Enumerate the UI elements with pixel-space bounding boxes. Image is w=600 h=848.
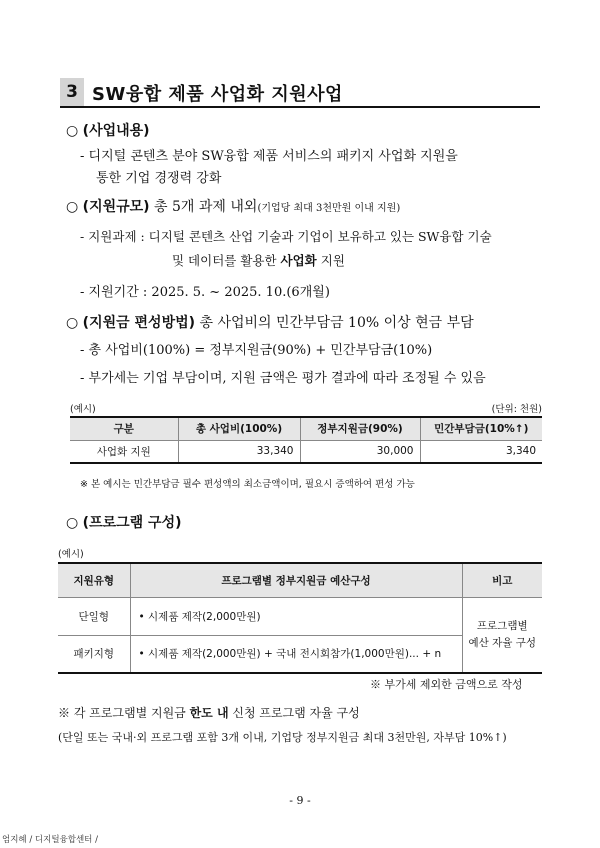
program-table (58, 562, 542, 674)
table-header-row (58, 563, 542, 597)
dash-marker: - (80, 371, 85, 386)
table-header-cell: 구분 (70, 417, 178, 440)
table-cell: • 시제품 제작(2,000만원) (130, 597, 462, 635)
scale-task-line-1 (80, 228, 492, 246)
scale-task-text-2b: 지원 (316, 253, 345, 268)
section-heading: SW융합 제품 사업화 지원사업 (92, 84, 343, 105)
section-title (60, 78, 540, 108)
funding-line-2 (80, 370, 486, 388)
scale-task-bold: 사업화 (280, 253, 317, 268)
table-header-cell: 총 사업비(100%) (178, 417, 300, 440)
table-cell: • 시제품 제작(2,000만원) + 국내 전시회참가(1,000만원)... + n (130, 635, 462, 673)
table1-unit: (단위: 천원) (491, 404, 542, 415)
section-number: 3 (60, 78, 84, 106)
final-note-line-2: (단일 또는 국내·외 프로그램 포함 3개 이내, 기업당 정부지원금 최대 3천만원, 자부담 10%↑) (58, 731, 507, 744)
scale-task-text-2a: 및 데이터를 활용한 (172, 253, 281, 268)
dash-marker: - (80, 229, 85, 244)
scale-heading-line (66, 198, 400, 218)
table-cell: 33,340 (178, 440, 300, 463)
program-vat-note: ※ 부가세 제외한 금액으로 작성 (370, 678, 523, 691)
table-header-cell: 민간부담금(10%↑) (420, 417, 542, 440)
page-number: - 9 - (289, 794, 311, 807)
table-header-cell: 지원유형 (58, 563, 130, 597)
table-row (58, 597, 542, 635)
scale-task-line-2 (172, 252, 345, 270)
funding-text-2: 부가세는 기업 부담이며, 지원 금액은 평가 결과에 따라 조정될 수 있음 (88, 371, 486, 386)
funding-text-1: 총 사업비(100%) = 정부지원금(90%) + 민간부담금(10%) (88, 343, 433, 358)
table1-note: ※ 본 예시는 민간부담금 필수 편성액의 최소금액이며, 필요시 증액하여 편성 가능 (80, 479, 415, 490)
program-remark-line-2: 예산 자율 구성 (468, 636, 537, 649)
dash-marker: - (80, 149, 85, 164)
table-cell: 30,000 (300, 440, 420, 463)
program-remark-line-1: 프로그램별 (476, 619, 528, 632)
table-header-cell: 정부지원금(90%) (300, 417, 420, 440)
table-header-cell: 비고 (462, 563, 542, 597)
footer-text: 엄지혜 / 디지털융합센터 / (2, 835, 98, 845)
final-note-line-1 (58, 704, 360, 722)
bullet-circle: ○ (66, 123, 79, 139)
funding-heading-line (66, 314, 474, 332)
overview-text-2: 통한 기업 경쟁력 강화 (96, 171, 222, 186)
table1-example-label: (예시) (70, 404, 96, 415)
overview-heading: (사업내용) (82, 123, 150, 139)
overview-line-1 (80, 148, 458, 166)
scale-text: 총 5개 과제 내외 (154, 199, 258, 215)
scale-subtext: (기업당 최대 3천만원 이내 지원) (257, 203, 401, 214)
funding-text: 총 사업비의 민간부담금 10% 이상 현금 부담 (199, 315, 474, 331)
table-cell: 패키지형 (58, 635, 130, 673)
program-remark-cell (462, 597, 542, 673)
bullet-circle: ○ (66, 315, 79, 331)
funding-heading: (지원금 편성방법) (82, 315, 196, 331)
table-header-cell: 프로그램별 정부지원금 예산구성 (130, 563, 462, 597)
budget-example-table (70, 416, 542, 464)
final-note-bold: 한도 내 (189, 706, 229, 720)
scale-heading: (지원규모) (82, 199, 150, 215)
funding-line-1 (80, 342, 432, 360)
bullet-circle: ○ (66, 515, 79, 531)
dash-marker: - (80, 285, 85, 300)
dash-marker: - (80, 343, 85, 358)
final-note-post: 신청 프로그램 자율 구성 (228, 706, 360, 720)
final-note-pre: ※ 각 프로그램별 지원금 (58, 706, 190, 720)
scale-task-text-1: 지원과제 : 디지털 콘텐츠 산업 기술과 기업이 보유하고 있는 SW융합 기술 (88, 229, 492, 244)
table-cell: 단일형 (58, 597, 130, 635)
overview-heading-line (66, 122, 150, 140)
bullet-circle: ○ (66, 199, 79, 215)
table-cell: 사업화 지원 (70, 440, 178, 463)
program-heading: (프로그램 구성) (82, 515, 182, 531)
scale-period-line (80, 284, 330, 302)
table-row (70, 440, 542, 463)
table-cell: 3,340 (420, 440, 542, 463)
overview-text-1: 디지털 콘텐츠 분야 SW융합 제품 서비스의 패키지 사업화 지원을 (88, 149, 458, 164)
scale-period: 지원기간 : 2025. 5. ~ 2025. 10.(6개월) (88, 285, 330, 300)
program-example-label: (예시) (58, 549, 84, 560)
program-heading-line (66, 514, 182, 532)
table-header-row (70, 417, 542, 440)
